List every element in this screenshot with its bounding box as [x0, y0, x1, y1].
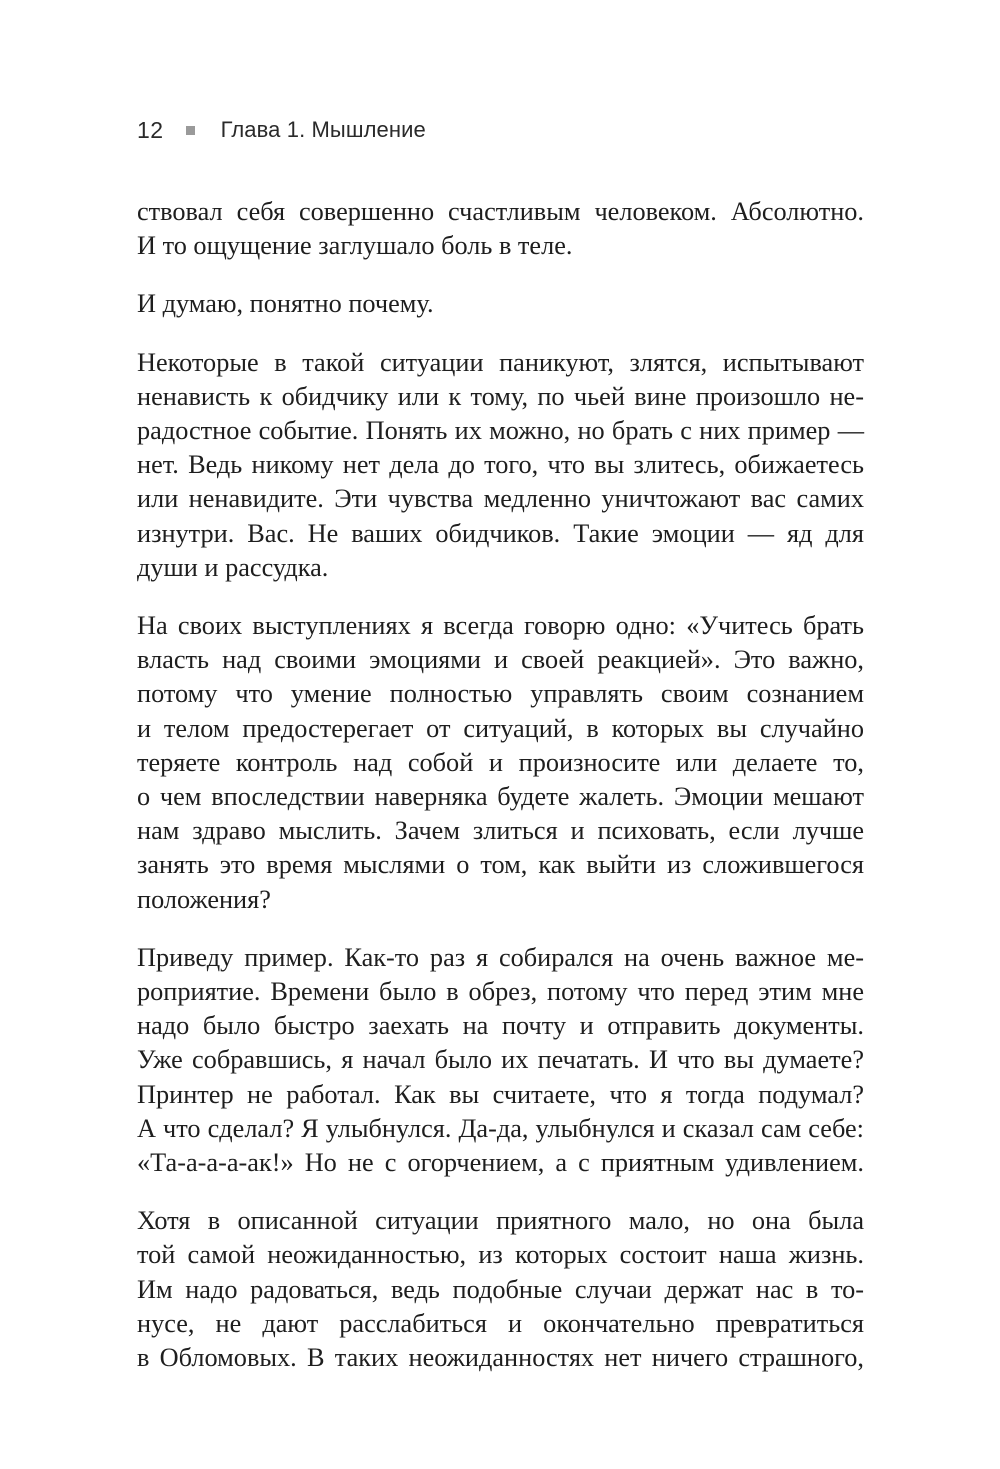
- paragraph: [137, 609, 864, 917]
- text-line: нет. Ведь никому нет дела до того, что вы злитесь, обижаетесь: [137, 450, 864, 480]
- text-line: Приведу пример. Как-то раз я собирался на очень важное ме-: [137, 942, 864, 972]
- text-line: нам здраво мыслить. Зачем злиться и психовать, если лучше: [137, 816, 864, 846]
- text-line: власть над своими эмоциями и своей реакцией». Это важно,: [137, 645, 864, 675]
- text-line: На своих выступлениях я всегда говорю одно: «Учитесь брать: [137, 611, 864, 641]
- text-line: И то ощущение заглушало боль в теле.: [137, 231, 573, 261]
- chapter-title: Глава 1. Мышление: [220, 117, 426, 142]
- text-line: Уже собравшись, я начал было их печатать. И что вы думаете?: [137, 1045, 864, 1075]
- text-line: И думаю, понятно почему.: [137, 289, 434, 319]
- text-line: надо было быстро заехать на почту и отправить документы.: [137, 1011, 864, 1041]
- text-line: Хотя в описанной ситуации приятного мало, но она была: [137, 1206, 864, 1236]
- text-line: А что сделал? Я улыбнулся. Да-да, улыбнулся и сказал сам себе:: [137, 1113, 864, 1143]
- body-text: [137, 195, 864, 1399]
- text-line: теряете контроль над собой и произносите или делаете то,: [137, 747, 864, 777]
- text-line: Принтер не работал. Как вы считаете, что я тогда подумал?: [137, 1079, 864, 1109]
- text-line: нусе, не дают расслабиться и окончательно превратиться: [137, 1308, 864, 1338]
- text-line: в Обломовых. В таких неожиданностях нет ничего страшного,: [137, 1343, 864, 1373]
- text-line: ненависть к обидчику или к тому, по чьей вине произошло не-: [137, 381, 864, 411]
- text-line: Им надо радоваться, ведь подобные случаи держат нас в то-: [137, 1274, 864, 1304]
- text-line: положения?: [137, 884, 271, 914]
- text-line: роприятие. Времени было в обрез, потому что перед этим мне: [137, 977, 864, 1007]
- square-separator-icon: [186, 126, 195, 135]
- text-line: изнутри. Вас. Не ваших обидчиков. Такие эмоции — яд для: [137, 518, 864, 548]
- text-line: занять это время мыслями о том, как выйти из сложившегося: [137, 850, 864, 880]
- text-line: души и рассудка.: [137, 552, 329, 582]
- paragraph: [137, 1204, 864, 1375]
- running-head: [137, 113, 426, 147]
- text-line: Некоторые в такой ситуации паникуют, злятся, испытывают: [137, 347, 864, 377]
- paragraph: [137, 195, 864, 263]
- text-line: «Та-а-а-а-ак!» Но не с огорчением, а с приятным удивлением.: [137, 1148, 864, 1178]
- page-number: 12: [137, 116, 164, 143]
- text-line: и телом предостерегает от ситуаций, в которых вы случайно: [137, 713, 864, 743]
- paragraph: [137, 346, 864, 585]
- text-line: потому что умение полностью управлять своим сознанием: [137, 679, 864, 709]
- text-line: той самой неожиданностью, из которых состоит наша жизнь.: [137, 1240, 864, 1270]
- text-line: радостное событие. Понять их можно, но брать с них пример —: [137, 416, 864, 446]
- text-line: или ненавидите. Эти чувства медленно уничтожают вас самих: [137, 484, 864, 514]
- text-line: ствовал себя совершенно счастливым человеком. Абсолютно.: [137, 197, 864, 226]
- text-line: о чем впоследствии наверняка будете жалеть. Эмоции мешают: [137, 782, 864, 812]
- paragraph: [137, 287, 864, 321]
- paragraph: [137, 941, 864, 1180]
